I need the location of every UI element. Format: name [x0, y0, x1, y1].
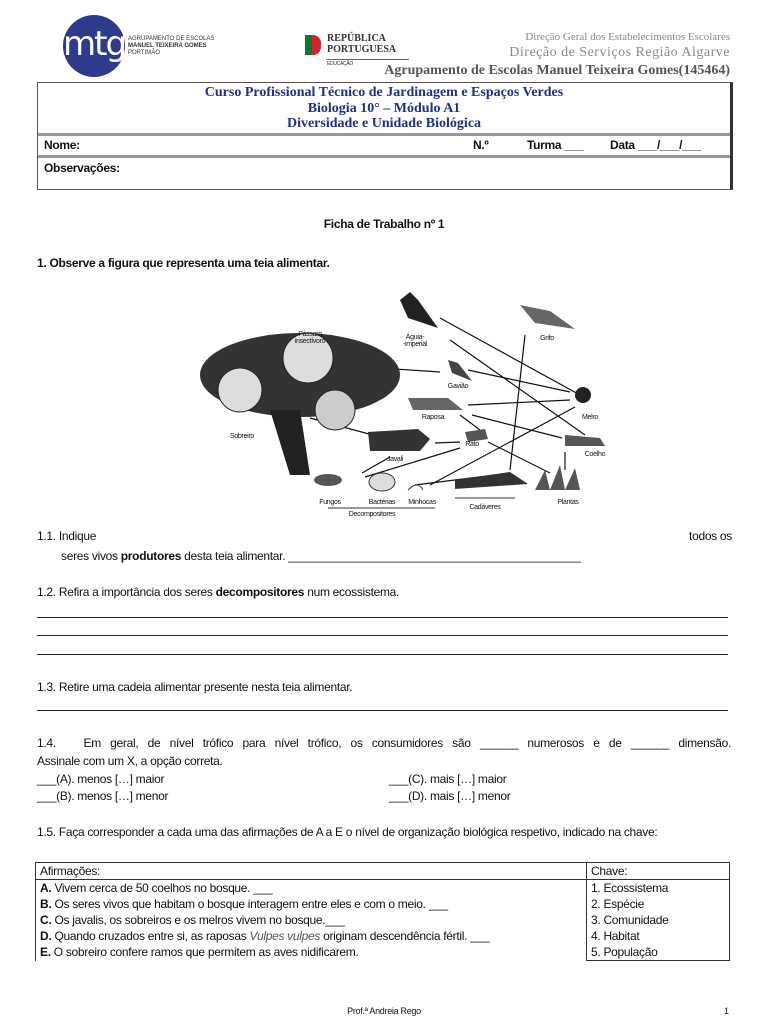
school-logo: mtg: [63, 15, 125, 77]
label-javali: Javali: [386, 456, 404, 463]
food-web-figure: [150, 280, 620, 520]
option-d[interactable]: ___(D). mais […] menor: [389, 789, 511, 803]
q-bold: decompositores: [215, 585, 305, 599]
dsr-text: Direção de Serviços Região Algarve: [509, 45, 730, 60]
q-num: 1.2.: [37, 585, 56, 599]
rabbit-icon: [565, 435, 605, 446]
key-item: 2. Espécie: [591, 897, 645, 911]
observacoes-field[interactable]: Observações:: [44, 161, 120, 175]
question-1-1: [37, 529, 732, 543]
question-1-5: 1.5. Faça corresponder a cada uma das afirmações de A a E o nível de organização biológica respetivo, indicado na chave:: [37, 825, 658, 839]
carcass-icon: [455, 472, 528, 489]
boar-icon: [368, 429, 430, 451]
table-row: [40, 912, 582, 928]
logo-caption-line: AGRUPAMENTO DE ESCOLAS: [128, 36, 215, 42]
q-num: 1.1.: [37, 529, 56, 543]
q-text: seres vivos: [61, 549, 121, 563]
label-plantas: Plantas: [557, 499, 579, 506]
answer-line[interactable]: [37, 635, 728, 636]
row-text: originam descendência fértil. ___: [320, 929, 490, 943]
bacteria-icon: [369, 473, 395, 491]
key-item: 4. Habitat: [591, 929, 640, 943]
header-chave: Chave:: [587, 863, 730, 880]
row-text: Os javalis, os sobreiros e os melros vivem no bosque.___: [51, 913, 345, 927]
vulture-icon: [520, 305, 575, 329]
option-c[interactable]: ___(C). mais […] maior: [389, 772, 507, 786]
header-box: [37, 82, 733, 190]
row-text: Os seres vivos que habitam o bosque interagem entre eles e com o meio. ___: [51, 897, 448, 911]
table-row: [40, 896, 582, 912]
label-melro: Melro: [581, 414, 599, 421]
label-fungos: Fungos: [319, 499, 341, 506]
blackbird-icon: [575, 387, 591, 403]
label-minhocas: Minhocas: [408, 499, 436, 506]
footer-author: Prof.ª Andreia Rego: [347, 1006, 421, 1016]
logo-caption-line: PORTIMÃO: [128, 50, 160, 56]
row-text: Vivem cerca de 50 coelhos no bosque. ___: [51, 881, 273, 895]
answer-line[interactable]: [37, 617, 728, 618]
option-a[interactable]: ___(A). menos […] maior: [37, 772, 165, 786]
worksheet-title: Ficha de Trabalho nº 1: [323, 217, 445, 231]
question-1-4: 1.4. Em geral, de nível trófico para nível trófico, os consumidores são ______ numerosos e de ______ dimensão.: [37, 736, 731, 750]
q-num: 1.3.: [37, 680, 56, 694]
dgest-text: Direção Geral dos Estabelecimentos Escolares: [525, 31, 730, 43]
logo-caption-line: MANUEL TEIXEIRA GOMES: [128, 43, 207, 49]
subject-title: Biologia 10° – Módulo A1: [307, 101, 461, 116]
header-afirmacoes: Afirmações:: [36, 863, 587, 880]
republica-line: PORTUGUESA: [327, 44, 397, 55]
label-passaro: Pássaro: [298, 331, 322, 338]
q-text: num ecossistema.: [304, 585, 400, 599]
table-row: [40, 928, 582, 944]
question-1: 1. Observe a figura que representa uma teia alimentar.: [37, 256, 330, 270]
option-b[interactable]: ___(B). menos […] menor: [37, 789, 169, 803]
turma-field[interactable]: Turma ___: [527, 138, 584, 152]
school-name: Agrupamento de Escolas Manuel Teixeira Gomes(145464): [384, 63, 730, 78]
republica-line: REPÚBLICA: [327, 33, 386, 44]
table-row: [40, 880, 582, 896]
row-letter: D.: [40, 929, 52, 943]
nome-field[interactable]: Nome:: [44, 138, 80, 152]
school-logo-caption: [128, 36, 214, 57]
key-item: 5. População: [591, 945, 658, 959]
label-bacterias: Bactérias: [368, 499, 396, 506]
fungi-icon: [314, 474, 342, 486]
label-coelho: Coelho: [584, 451, 606, 458]
answer-line[interactable]: desta teia alimentar. ______________________________________________: [181, 549, 582, 563]
question-1-3: [37, 680, 352, 694]
flag-icon: [305, 35, 321, 55]
course-title: Curso Profissional Técnico de Jardinagem e Espaços Verdes: [204, 85, 564, 100]
label-cadaveres: Cadáveres: [469, 504, 501, 511]
q-text: Retire uma cadeia alimentar presente nesta teia alimentar.: [58, 680, 353, 694]
key-item: 3. Comunidade: [591, 913, 669, 927]
row-text: Quando cruzados entre si, as raposas: [51, 929, 250, 943]
eagle-icon: [400, 292, 438, 328]
table-row: [40, 944, 582, 960]
oak-tree-icon: [200, 333, 400, 475]
q-text: Indique: [58, 529, 97, 543]
key-item: 1. Ecossistema: [591, 881, 669, 895]
row-letter: B.: [40, 897, 52, 911]
q-text: todos os: [689, 529, 732, 543]
question-1-1-line2: [61, 549, 581, 563]
row-text: O sobreiro confere ramos que permitem as aves nidificarem.: [50, 945, 359, 959]
theme-title: Diversidade e Unidade Biológica: [286, 116, 482, 131]
species-name: Vulpes vulpes: [249, 929, 321, 943]
label-raposa: Raposa: [421, 414, 445, 421]
q-bold: produtores: [120, 549, 182, 563]
question-1-2: [37, 585, 399, 599]
row-letter: A.: [40, 881, 52, 895]
matching-table: [35, 862, 730, 961]
row-letter: C.: [40, 913, 52, 927]
answer-line[interactable]: [37, 654, 728, 655]
label-aguia: -imperial: [402, 341, 428, 348]
label-aguia: Águia-: [405, 334, 425, 341]
row-letter: E.: [40, 945, 51, 959]
q-text: Refira a importância dos seres: [58, 585, 216, 599]
label-gaviao: Gavião: [447, 383, 469, 390]
label-passaro: insectívoro: [294, 338, 326, 345]
label-rato: Rato: [465, 441, 479, 448]
page-number: 1: [724, 1006, 729, 1016]
fox-icon: [408, 398, 463, 410]
label-decompositores: Decompositores: [348, 511, 396, 518]
question-1-4-instruction: Assinale com um X, a opção correta.: [37, 754, 223, 768]
label-grifo: Grifo: [540, 335, 554, 342]
republica-sub: EDUCAÇÃO: [327, 59, 409, 67]
worm-icon: [408, 485, 423, 490]
numero-field[interactable]: N.º: [473, 138, 489, 152]
answer-line[interactable]: [37, 710, 728, 711]
data-field[interactable]: Data ___/___/___: [610, 138, 702, 152]
label-sobreiro: Sobreiro: [229, 433, 255, 440]
